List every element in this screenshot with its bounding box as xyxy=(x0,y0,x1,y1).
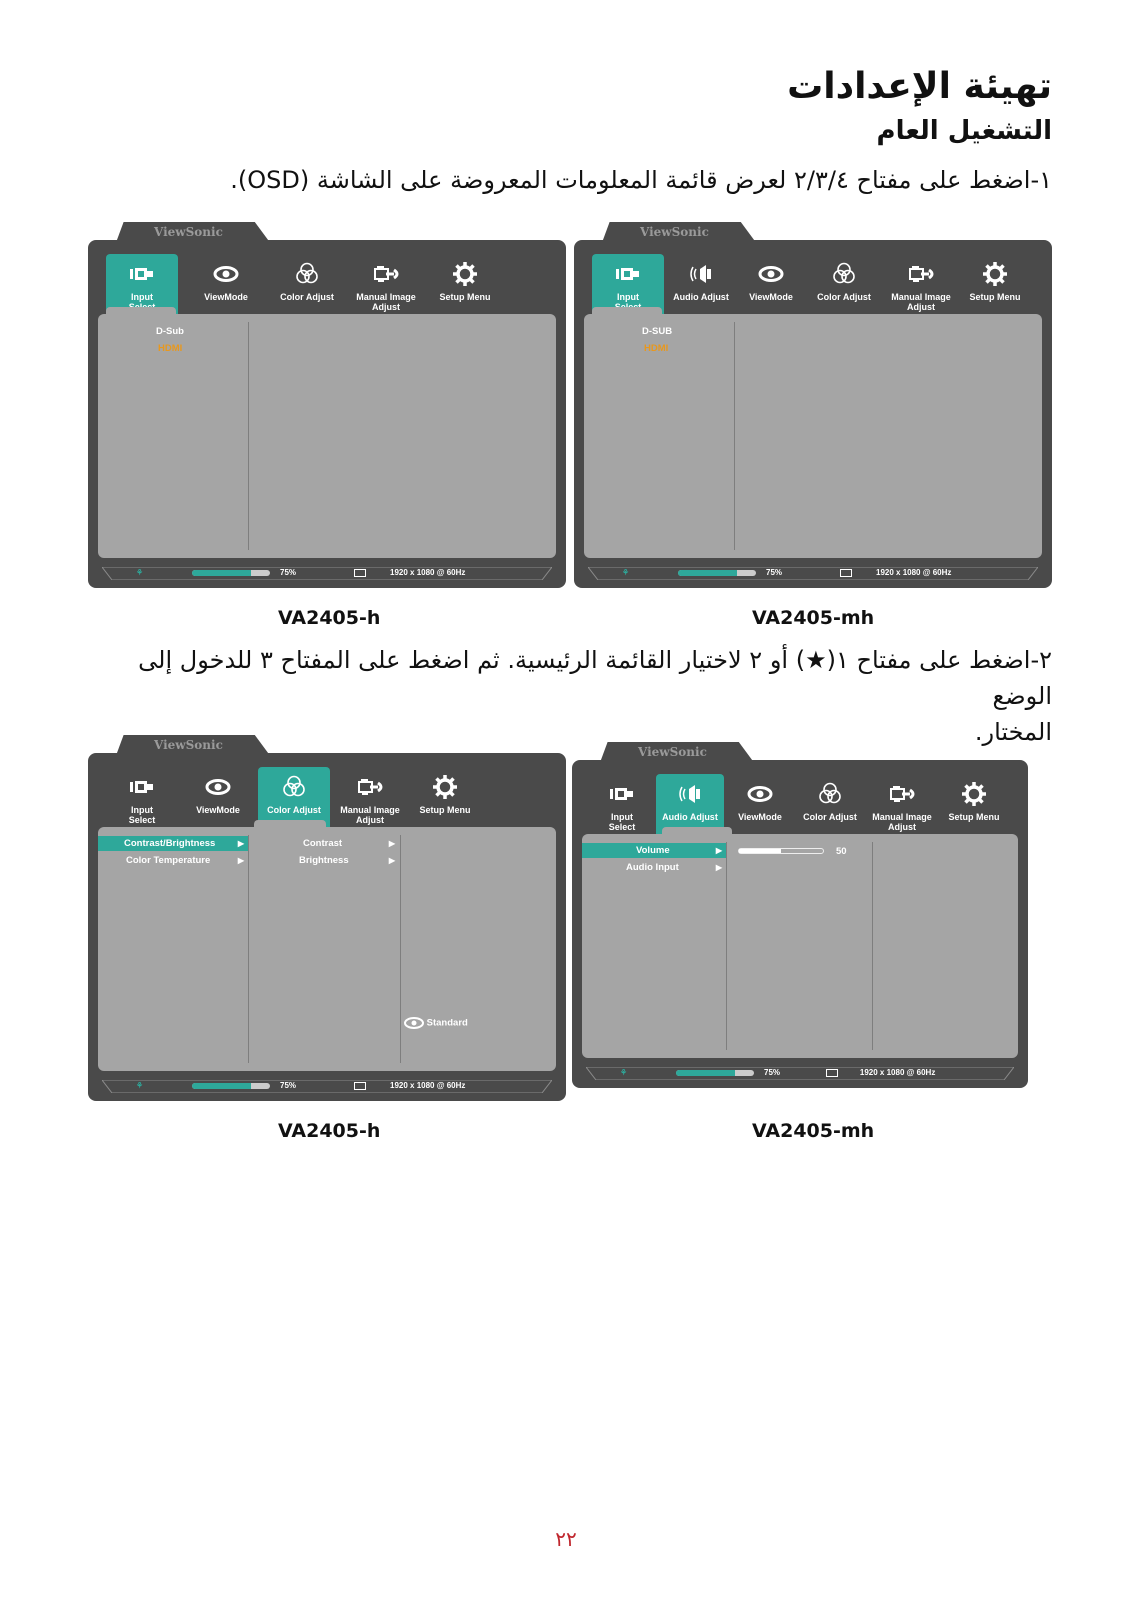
osd-menu-label: ViewMode xyxy=(749,292,793,302)
osd-menu-manual-image-adjust[interactable] xyxy=(884,254,958,322)
osd-screenshot-va2405-h-color xyxy=(88,735,566,1101)
arrow-right-icon: ▶ xyxy=(715,846,722,855)
osd-menu-gear[interactable] xyxy=(940,774,1008,842)
eye-icon xyxy=(204,773,232,801)
osd-item-audio-input[interactable] xyxy=(582,860,726,875)
arrow-right-icon: ▶ xyxy=(388,839,395,848)
brand-logo: ViewSonic xyxy=(154,738,223,752)
osd-menu-label: ViewMode xyxy=(196,805,240,815)
aspect-ratio-icon xyxy=(354,569,366,577)
volume-value: 50 xyxy=(836,846,847,857)
arrow-right-icon: ▶ xyxy=(237,839,244,848)
osd-menu-label: Color Adjust xyxy=(280,292,334,302)
eye-icon xyxy=(757,260,785,288)
progress-text: 75% xyxy=(280,568,297,577)
brand-logo: ViewSonic xyxy=(154,225,223,239)
section-title: التشغيل العام xyxy=(876,116,1052,146)
speaker-icon xyxy=(676,780,704,808)
arrow-right-icon: ▶ xyxy=(388,856,395,865)
osd-status-bar xyxy=(586,1067,1014,1080)
osd-menu-input-select[interactable] xyxy=(590,774,654,842)
brand-logo: ViewSonic xyxy=(638,745,707,759)
osd-panel xyxy=(98,314,556,558)
osd-item-label: Contrast/Brightness xyxy=(124,838,216,849)
step-1-text: ١-اضغط على مفتاح ٢/٣/٤ لعرض قائمة المعلومات المعروضة على الشاشة (OSD). xyxy=(230,166,1052,194)
osd-menu-color-adjust[interactable] xyxy=(808,254,880,322)
progress-text: 75% xyxy=(766,568,783,577)
resolution-text: 1920 x 1080 @ 60Hz xyxy=(390,568,466,577)
color-adjust-icon xyxy=(830,260,858,288)
osd-menu-manual-image-adjust[interactable] xyxy=(346,254,426,322)
speaker-icon xyxy=(687,260,715,288)
eye-icon xyxy=(212,260,240,288)
osd-menu-label: Setup Menu xyxy=(948,812,1000,822)
progress-text: 75% xyxy=(280,1081,297,1090)
brightness-progress-bar xyxy=(192,1083,270,1089)
osd-menu-label: Color Adjust xyxy=(817,292,871,302)
osd-item-label: Color Temperature xyxy=(126,855,211,866)
osd-panel xyxy=(582,834,1018,1058)
osd-menu-label: Color Adjust xyxy=(267,805,321,815)
osd-menu-input-select[interactable] xyxy=(106,767,178,835)
osd-item-volume[interactable] xyxy=(582,843,726,858)
osd-menu-label: Manual Image Adjust xyxy=(340,805,400,825)
eco-leaf-icon: ⚘ xyxy=(136,1081,144,1090)
gear-icon xyxy=(960,780,988,808)
resolution-text: 1920 x 1080 @ 60Hz xyxy=(876,568,952,577)
gear-icon xyxy=(431,773,459,801)
gear-icon xyxy=(451,260,479,288)
osd-menu-label: Input xyxy=(617,292,639,302)
osd-menu-label: Setup Menu xyxy=(419,805,471,815)
osd-menu-label: Input Select xyxy=(608,812,636,832)
osd-menu-eye[interactable] xyxy=(738,254,804,322)
brand-logo: ViewSonic xyxy=(640,225,709,239)
osd-panel xyxy=(584,314,1042,558)
osd-item-hdmi[interactable]: HDMI xyxy=(644,343,669,354)
osd-menu-label: Manual Image Adjust xyxy=(872,812,932,832)
osd-menu-manual-image-adjust[interactable] xyxy=(334,767,406,835)
step-2-line-2: المختار. xyxy=(974,718,1052,746)
osd-menu-label: Input Select xyxy=(128,805,156,825)
arrow-right-icon: ▶ xyxy=(715,863,722,872)
eye-icon xyxy=(404,1017,424,1029)
color-adjust-icon xyxy=(816,780,844,808)
osd-item-contrast[interactable] xyxy=(249,836,399,851)
aspect-ratio-icon xyxy=(840,569,852,577)
osd-menu-label: Audio Adjust xyxy=(673,292,729,302)
osd-screenshot-va2405-mh-input xyxy=(574,222,1052,588)
osd-menu-color-adjust[interactable] xyxy=(796,774,864,842)
osd-menu-label: Setup Menu xyxy=(439,292,491,302)
osd-menu-label: Audio Adjust xyxy=(662,812,718,822)
caption-osd3: VA2405-h xyxy=(278,1120,381,1142)
step-2-line-1: ٢-اضغط على مفتاح ١(★) أو ٢ لاختيار القائمة الرئيسية. ثم اضغط على المفتاح ٣ للدخول إلى الوضع xyxy=(138,646,1052,710)
eco-leaf-icon: ⚘ xyxy=(620,1068,628,1077)
input-select-icon xyxy=(128,773,156,801)
osd-menu-label: ViewMode xyxy=(738,812,782,822)
step-2-text xyxy=(102,642,1052,750)
manual-image-adjust-icon xyxy=(356,773,384,801)
aspect-ratio-icon xyxy=(826,1069,838,1077)
eco-leaf-icon: ⚘ xyxy=(136,568,144,577)
brightness-progress-bar xyxy=(192,570,270,576)
resolution-text: 1920 x 1080 @ 60Hz xyxy=(390,1081,466,1090)
color-adjust-icon xyxy=(293,260,321,288)
page-number: ٢٢ xyxy=(555,1527,577,1551)
caption-osd2: VA2405-mh xyxy=(752,607,875,629)
osd-item-dsub[interactable]: D-SUB xyxy=(642,326,673,337)
caption-osd1: VA2405-h xyxy=(278,607,381,629)
brightness-progress-bar xyxy=(678,570,756,576)
osd-menu-eye[interactable] xyxy=(184,254,268,322)
osd-item-dsub[interactable]: D-Sub xyxy=(156,326,184,337)
input-select-icon xyxy=(128,260,156,288)
osd-screenshot-va2405-h-input xyxy=(88,222,566,588)
osd-status-bar xyxy=(588,567,1038,580)
eco-leaf-icon: ⚘ xyxy=(622,568,630,577)
osd-menu-label: ViewMode xyxy=(204,292,248,302)
osd-status-bar xyxy=(102,1080,552,1093)
manual-image-adjust-icon xyxy=(372,260,400,288)
osd-menu-manual-image-adjust[interactable] xyxy=(866,774,938,842)
manual-image-adjust-icon xyxy=(888,780,916,808)
osd-menu-label: Manual Image Adjust xyxy=(891,292,951,312)
osd-item-label: Volume xyxy=(636,845,670,856)
osd-menu-label: Manual Image Adjust xyxy=(356,292,416,312)
viewmode-indicator xyxy=(404,1017,468,1029)
page-title: تهيئة الإعدادات xyxy=(787,66,1052,107)
osd-item-label: Brightness xyxy=(299,855,349,866)
progress-text: 75% xyxy=(764,1068,781,1077)
eye-icon xyxy=(746,780,774,808)
osd-menu-gear[interactable] xyxy=(432,254,498,322)
osd-item-label: Contrast xyxy=(303,838,343,849)
osd-item-brightness[interactable] xyxy=(249,853,399,868)
brightness-progress-bar xyxy=(676,1070,754,1076)
input-select-icon xyxy=(608,780,636,808)
osd-menu-eye[interactable] xyxy=(182,767,254,835)
caption-osd4: VA2405-mh xyxy=(752,1120,875,1142)
volume-slider[interactable] xyxy=(738,848,824,854)
color-adjust-icon xyxy=(280,773,308,801)
osd-menu-gear[interactable] xyxy=(962,254,1028,322)
osd-menu-gear[interactable] xyxy=(410,767,480,835)
osd-menu-eye[interactable] xyxy=(726,774,794,842)
input-select-icon xyxy=(614,260,642,288)
osd-menu-color-adjust[interactable] xyxy=(274,254,340,322)
osd-item-hdmi[interactable]: HDMI xyxy=(158,343,183,354)
osd-item-label: Audio Input xyxy=(626,862,679,873)
viewmode-label: Standard xyxy=(426,1017,468,1029)
arrow-right-icon: ▶ xyxy=(237,856,244,865)
osd-item-color-temperature[interactable] xyxy=(98,853,248,868)
resolution-text: 1920 x 1080 @ 60Hz xyxy=(859,1068,936,1077)
osd-menu-speaker[interactable] xyxy=(668,254,734,322)
osd-screenshot-va2405-mh-audio xyxy=(572,742,1028,1088)
manual-image-adjust-icon xyxy=(907,260,935,288)
osd-menu-label: Input xyxy=(131,292,153,302)
aspect-ratio-icon xyxy=(354,1082,366,1090)
gear-icon xyxy=(981,260,1009,288)
osd-menu-label: Setup Menu xyxy=(969,292,1021,302)
osd-status-bar xyxy=(102,567,552,580)
osd-item-contrast-brightness[interactable] xyxy=(98,836,248,851)
osd-panel xyxy=(98,827,556,1071)
osd-menu-label: Color Adjust xyxy=(803,812,857,822)
